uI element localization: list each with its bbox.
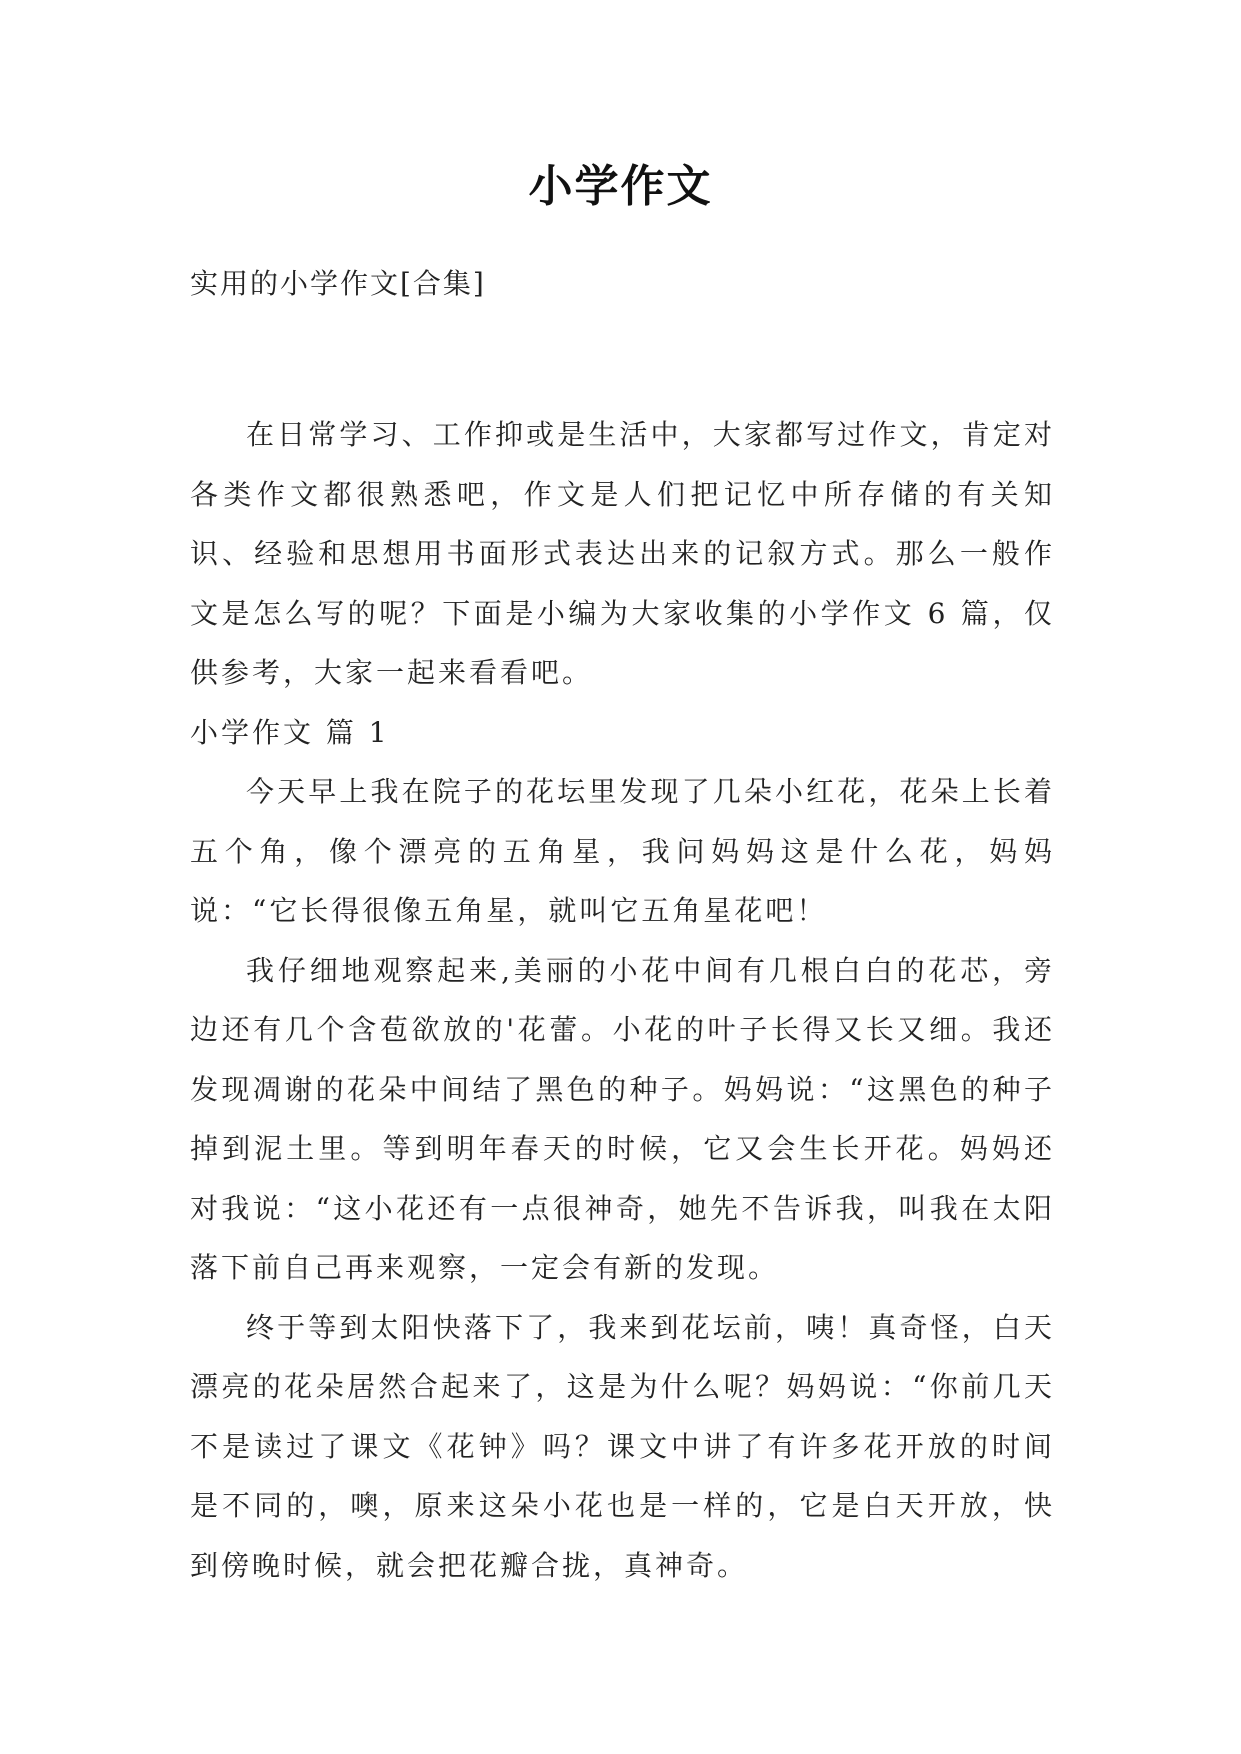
intro-paragraph: 在日常学习、工作抑或是生活中，大家都写过作文，肯定对各类作文都很熟悉吧，作文是人们把记忆中所存储的有关知识、经验和思想用书面形式表达出来的记叙方式。那么一般作文是怎么写的呢？下面是小编为大家收集的小学作文 6 篇，仅供参考，大家一起来看看吧。 xyxy=(190,418,1055,689)
document-title: 小学作文 xyxy=(528,161,713,212)
body-paragraph-3: 终于等到太阳快落下了，我来到花坛前，咦！真奇怪，白天漂亮的花朵居然合起来了，这是为什么呢？妈妈说：“你前几天不是读过了课文《花钟》吗？课文中讲了有许多花开放的时间是不同的，噢，原来这朵小花也是一样的，它是白天开放，快到傍晚时候，就会把花瓣合拢，真神奇。 xyxy=(190,1310,1055,1582)
document-body xyxy=(190,405,1055,1595)
document-subtitle: 实用的小学作文[合集] xyxy=(190,267,486,300)
body-paragraph-2: 我仔细地观察起来,美丽的小花中间有几根白白的花芯，旁边还有几个含苞欲放的'花蕾。小花的叶子长得又长又细。我还发现凋谢的花朵中间结了黑色的种子。妈妈说：“这黑色的种子掉到泥土里。等到明年春天的时候，它又会生长开花。妈妈还对我说：“这小花还有一点很神奇，她先不告诉我，叫我在太阳落下前自己再来观察，一定会有新的发现。 xyxy=(190,953,1055,1284)
body-paragraph-1: 今天早上我在院子的花坛里发现了几朵小红花，花朵上长着五个角，像个漂亮的五角星，我问妈妈这是什么花，妈妈说：“它长得很像五角星，就叫它五角星花吧！ xyxy=(190,775,1055,927)
section-heading: 小学作文 篇 1 xyxy=(190,715,390,749)
